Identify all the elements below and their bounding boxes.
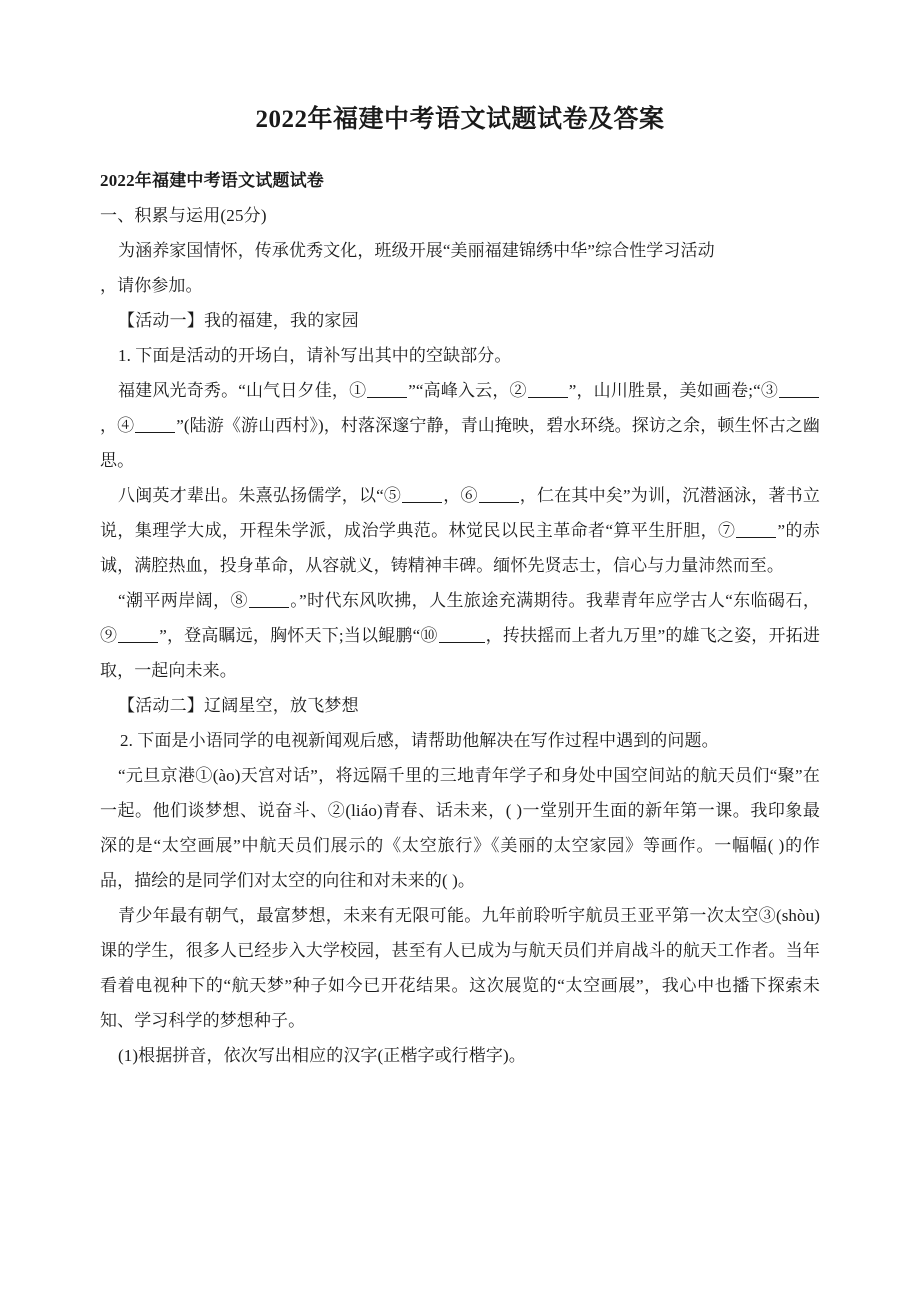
answer-blank-3[interactable] bbox=[779, 397, 819, 398]
intro-paragraph-line-two: ，请你参加。 bbox=[100, 275, 203, 295]
question-2-subquestion-1: (1)根据拼音，依次写出相应的汉字(正楷字或行楷字)。 bbox=[118, 1045, 526, 1065]
q1-p1-segment-a: 福建风光奇秀。“山气日夕佳，① bbox=[118, 380, 367, 400]
q1-p3-segment-c: ”，登高瞩远，胸怀天下;当以鲲鹏“⑩ bbox=[159, 625, 438, 645]
question-2-prompt: 2. 下面是小语同学的电视新闻观后感，请帮助他解决在写作过程中遇到的问题。 bbox=[120, 730, 719, 750]
question-2-paragraph-2: 青少年最有朝气，最富梦想，未来有无限可能。九年前聆听宇航员王亚平第一次太空③(shòu)课的学生，很多人已经步入大学校园，甚至有人已成为与航天员们并肩战斗的航天工作者。当年看着电视种下的“航天梦”种子如今已开花结果。这次展览的“太空画展”，我心中也播下探索未知、学习科学的梦想种子。 bbox=[100, 905, 820, 1030]
answer-blank-9[interactable] bbox=[118, 642, 158, 643]
answer-blank-8[interactable] bbox=[249, 607, 289, 608]
q1-p2-segment-c: ，仁在其中矣”为训，沉潜涵泳，著书立说，集理学大成，开程朱学派，成治学典范。林觉民以民主革命者“算平生肝胆，⑦ bbox=[100, 485, 820, 540]
answer-blank-7[interactable] bbox=[736, 537, 776, 538]
document-subtitle: 2022年福建中考语文试题试卷 bbox=[100, 170, 324, 190]
answer-blank-2[interactable] bbox=[528, 397, 568, 398]
activity-two-heading: 【活动二】辽阔星空，放飞梦想 bbox=[118, 695, 359, 715]
q1-p3-segment-d: ，抟扶摇而上者九万里”的雄飞之姿，开拓进取，一起向未来。 bbox=[100, 625, 820, 680]
q1-p2-segment-a: 八闽英才辈出。朱熹弘扬儒学，以“⑤ bbox=[118, 485, 402, 505]
question-1-paragraph-3 bbox=[100, 583, 820, 688]
question-1-paragraph-2 bbox=[100, 478, 820, 583]
q1-p1-segment-b: ”“高峰入云，② bbox=[408, 380, 527, 400]
intro-paragraph-line-one: 为涵养家国情怀，传承优秀文化，班级开展“美丽福建锦绣中华”综合性学习活动 bbox=[118, 240, 715, 260]
answer-blank-1[interactable] bbox=[367, 397, 407, 398]
page-title: 2022年福建中考语文试题试卷及答案 bbox=[255, 106, 665, 133]
answer-blank-4[interactable] bbox=[135, 432, 175, 433]
q1-p2-segment-d: ”的赤诚，满腔热血，投身革命，从容就义，铸精神丰碑。缅怀先贤志士，信心与力量沛然而至。 bbox=[100, 520, 820, 575]
q1-p1-segment-d: ，④ bbox=[100, 415, 135, 435]
question-2-paragraph-1: “元旦京港①(ào)天宫对话”，将远隔千里的三地青年学子和身处中国空间站的航天员们“聚”在一起。他们谈梦想、说奋斗、②(liáo)青春、话未来，( )一堂别开生面的新年第一课。我印象最深的是“太空画展”中航天员们展示的《太空旅行》《美丽的太空家园》等画作。一幅幅( )的作品，描绘的是同学们对太空的向往和对未来的( )。 bbox=[100, 765, 820, 890]
question-1-paragraph-1 bbox=[100, 373, 820, 478]
answer-blank-10[interactable] bbox=[439, 642, 485, 643]
q1-p2-segment-b: ，⑥ bbox=[443, 485, 478, 505]
q1-p1-segment-e: ”(陆游《游山西村》)，村落深邃宁静，青山掩映，碧水环绕。探访之余，顿生怀古之幽思。 bbox=[100, 415, 821, 470]
answer-blank-5[interactable] bbox=[402, 502, 442, 503]
activity-one-heading: 【活动一】我的福建，我的家园 bbox=[118, 310, 359, 330]
q1-p3-segment-b: 。”时代东风吹拂，人生旅途充满期待。我辈青年应学古人“东临碣石，⑨ bbox=[100, 590, 820, 645]
q1-p3-segment-a: “潮平两岸阔，⑧ bbox=[118, 590, 248, 610]
q1-p1-segment-c: ”，山川胜景，美如画卷;“③ bbox=[568, 380, 779, 400]
answer-blank-6[interactable] bbox=[479, 502, 519, 503]
section-heading-part-one: 一、积累与运用(25分) bbox=[100, 205, 267, 225]
question-1-prompt: 1. 下面是活动的开场白，请补写出其中的空缺部分。 bbox=[118, 345, 512, 365]
